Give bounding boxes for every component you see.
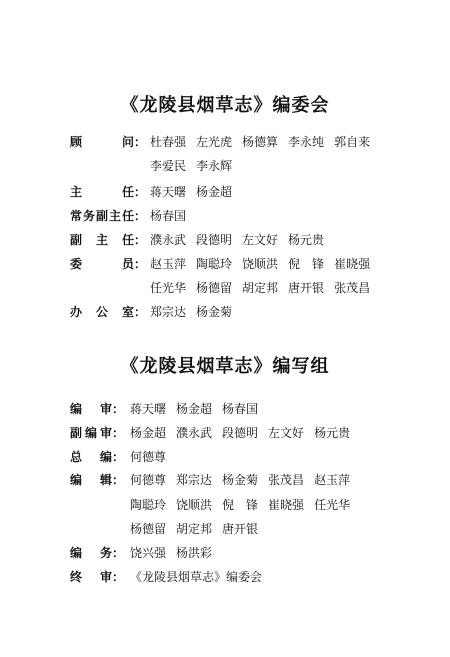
person-name: 杨金超: [130, 426, 167, 440]
person-name: 陶聪玲: [130, 498, 167, 512]
names-list: [130, 546, 212, 560]
person-name: 杨德留: [196, 281, 233, 295]
person-name: 左文好: [242, 233, 279, 247]
role-label: 总编: [70, 450, 112, 464]
role-separator: ：: [134, 257, 147, 271]
role-separator: ：: [134, 305, 147, 319]
entry-row: [0, 159, 450, 173]
person-name: 赵玉萍: [314, 473, 351, 487]
person-name: 饶顺洪: [242, 257, 279, 271]
section-title: 《龙陵县烟草志》编写组: [120, 356, 330, 377]
role-label: 顾问: [70, 135, 134, 149]
names-list: [150, 159, 232, 173]
role-separator: ：: [112, 402, 125, 416]
person-name: 左光虎: [196, 135, 233, 149]
person-name: 陶聪玲: [196, 257, 233, 271]
entry-row: [0, 209, 450, 223]
names-list: [130, 450, 166, 464]
entry-row: [0, 305, 450, 319]
names-list: [150, 185, 232, 199]
person-name: 胡定邦: [242, 281, 279, 295]
entry-row: [0, 185, 450, 199]
person-name: 杨元贵: [288, 233, 325, 247]
names-list: [130, 426, 350, 440]
role-label: 编审: [70, 402, 112, 416]
names-list: [130, 402, 258, 416]
section-title: 《龙陵县烟草志》编委会: [120, 95, 330, 116]
names-list: [150, 233, 324, 247]
entry-row: [0, 135, 450, 149]
person-name: 张茂昌: [334, 281, 371, 295]
names-list: [150, 257, 370, 271]
role-separator: ：: [112, 473, 125, 487]
person-name: 杨金菊: [222, 473, 259, 487]
person-name: 何德尊: [130, 450, 167, 464]
person-name: 左文好: [268, 426, 305, 440]
person-name: 杨金超: [196, 185, 233, 199]
person-name: 蒋天曙: [150, 185, 187, 199]
role-label: 办公室: [70, 305, 134, 319]
person-name: 杨德算: [242, 135, 279, 149]
names-list: [150, 305, 232, 319]
role-label: 终审: [70, 570, 112, 584]
person-name: 濮永武: [150, 233, 187, 247]
entry-row: [0, 281, 450, 295]
role-label: 主任: [70, 185, 134, 199]
names-list: [130, 570, 262, 584]
role-separator: ：: [134, 209, 147, 223]
person-name: 杨金菊: [196, 305, 233, 319]
names-list: [130, 473, 350, 487]
person-name: 《龙陵县烟草志》编委会: [130, 570, 263, 584]
person-name: 倪 锋: [288, 257, 325, 271]
person-name: 杨德留: [130, 522, 167, 536]
entry-row: [0, 402, 450, 416]
person-name: 郑宗达: [150, 305, 187, 319]
names-list: [130, 522, 258, 536]
entry-row: [0, 570, 450, 584]
entry-row: [0, 522, 450, 536]
role-separator: ：: [134, 233, 147, 247]
entry-row: [0, 450, 450, 464]
role-separator: ：: [134, 135, 147, 149]
person-name: 段德明: [222, 426, 259, 440]
entry-row: [0, 498, 450, 512]
person-name: 杨元贵: [314, 426, 351, 440]
role-separator: ：: [112, 570, 125, 584]
role-label: 编辑: [70, 473, 112, 487]
person-name: 杨春国: [222, 402, 259, 416]
person-name: 杨金超: [176, 402, 213, 416]
person-name: 郑宗达: [176, 473, 213, 487]
role-separator: ：: [112, 450, 125, 464]
person-name: 段德明: [196, 233, 233, 247]
names-list: [150, 209, 186, 223]
entry-row: [0, 257, 450, 271]
role-label: 副主任: [70, 233, 134, 247]
entry-row: [0, 546, 450, 560]
person-name: 唐开银: [222, 522, 259, 536]
person-name: 任光华: [314, 498, 351, 512]
person-name: 张茂昌: [268, 473, 305, 487]
person-name: 崔晓强: [268, 498, 305, 512]
person-name: 唐开银: [288, 281, 325, 295]
role-label: 副编审: [70, 426, 112, 440]
person-name: 蒋天曙: [130, 402, 167, 416]
role-label: 常务副主任: [70, 209, 134, 223]
person-name: 崔晓强: [334, 257, 371, 271]
names-list: [130, 498, 350, 512]
person-name: 杨春国: [150, 209, 187, 223]
names-list: [150, 135, 370, 149]
role-separator: ：: [112, 546, 125, 560]
person-name: 李爱民: [150, 159, 187, 173]
person-name: 饶兴强: [130, 546, 167, 560]
person-name: 饶顺洪: [176, 498, 213, 512]
person-name: 胡定邦: [176, 522, 213, 536]
role-separator: ：: [134, 185, 147, 199]
entry-row: [0, 473, 450, 487]
role-label: 委员: [70, 257, 134, 271]
person-name: 赵玉萍: [150, 257, 187, 271]
person-name: 濮永武: [176, 426, 213, 440]
names-list: [150, 281, 370, 295]
person-name: 何德尊: [130, 473, 167, 487]
entry-row: [0, 233, 450, 247]
role-label: 编务: [70, 546, 112, 560]
person-name: 李永辉: [196, 159, 233, 173]
person-name: 杨洪彩: [176, 546, 213, 560]
person-name: 郭自来: [334, 135, 371, 149]
person-name: 李永纯: [288, 135, 325, 149]
role-separator: ：: [112, 426, 125, 440]
person-name: 杜春强: [150, 135, 187, 149]
entry-row: [0, 426, 450, 440]
person-name: 倪 锋: [222, 498, 259, 512]
person-name: 任光华: [150, 281, 187, 295]
